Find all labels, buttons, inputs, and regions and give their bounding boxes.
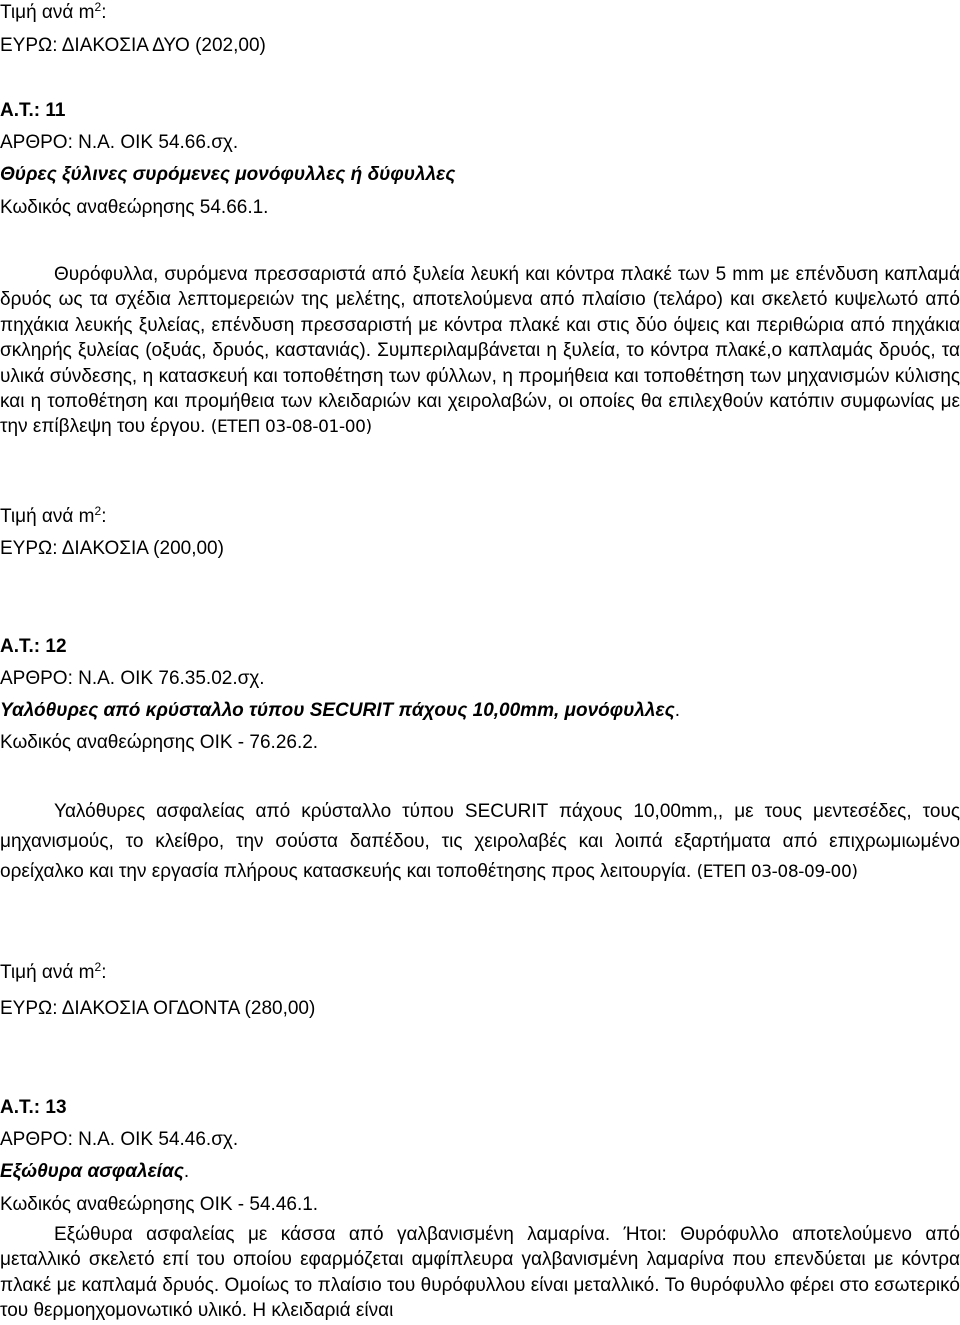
item-13-title: Εξώθυρα ασφαλείας.	[0, 1161, 190, 1182]
item-11-revision: Κωδικός αναθεώρησης 54.66.1.	[0, 197, 269, 218]
item-12-at: Α.Τ.: 12	[0, 636, 67, 657]
item-12-description: Υαλόθυρες ασφαλείας από κρύσταλλο τύπου SECURIT πάχους 10,00mm,, με τους μεντεσέδες, τους μηχανισμούς, το κλείθρο, την σούστα δαπέδου, τις χειρολαβές και λοιπά εξαρτήματα από επιχρωμιωμένο ορείχαλκο και την εργασία πλήρους κατασκευής και τοποθέτησης προς λειτουργία. (ΕΤΕΠ 03-08-09-00)	[0, 801, 960, 882]
item-12-title: Υαλόθυρες από κρύσταλλο τύπου SECURIT πάχους 10,00mm, μονόφυλλες.	[0, 700, 680, 721]
item-11-article: ΑΡΘΡΟ: Ν.Α. ΟΙΚ 54.66.σχ.	[0, 132, 239, 153]
item-12-revision: Κωδικός αναθεώρησης ΟΙΚ - 76.26.2.	[0, 732, 319, 753]
item-13-at: Α.Τ.: 13	[0, 1097, 67, 1118]
item-11-at: Α.Τ.: 11	[0, 100, 66, 121]
item-12-price-label: Τιμή ανά $m^2$:	[0, 960, 107, 983]
intro-price-value: ΕΥΡΩ: ΔΙΑΚΟΣΙΑ ΔΥΟ (202,00)	[0, 35, 266, 56]
item-12-price-value: ΕΥΡΩ: ΔΙΑΚΟΣΙΑ ΟΓΔΟΝΤΑ (280,00)	[0, 998, 316, 1019]
intro-price-label: Τιμή ανά $m^2$:	[0, 0, 107, 23]
item-11-etep: (ΕΤΕΠ 03-08-01-00)	[210, 417, 372, 438]
item-13-revision: Κωδικός αναθεώρησης ΟΙΚ - 54.46.1.	[0, 1194, 319, 1215]
item-11-price-value: ΕΥΡΩ: ΔΙΑΚΟΣΙΑ (200,00)	[0, 538, 224, 559]
item-12-article: ΑΡΘΡΟ: Ν.Α. ΟΙΚ 76.35.02.σχ.	[0, 668, 265, 689]
item-11-price-label: Τιμή ανά $m^2$:	[0, 504, 107, 527]
item-11-description: Θυρόφυλλα, συρόμενα πρεσσαριστά από ξυλεία λευκή και κόντρα πλακέ των 5 mm με επένδυση καπλαμά δρυός ως τα σχέδια λεπτομερειών της μελέτης, αποτελούμενα από πλαίσιο (τελάρο) και σκελετό κυψελωτό από πηχάκια λευκής ξυλείας, επένδυση πρεσσαριστή με κόντρα πλακέ και στις δύο όψεις και περιθώρια από πηχάκια σκληρής ξυλείας (οξυάς, δρυός, καστανιάς). Συμπεριλαμβάνεται η ξυλεία, το κόντρα πλακέ,ο καπλαμάς δρυός, τα υλικά σύνδεσης, η κατασκευή και τοποθέτηση των φύλλων, η προμήθεια και τοποθέτηση των μηχανισμών κύλισης και η τοποθέτηση και προμήθεια των κλειδαριών και χειρολαβών, οι οποίες θα επιλεχθούν κατόπιν συμφωνίας με την επίβλεψη του έργου. (ΕΤΕΠ 03-08-01-00)	[0, 264, 960, 438]
item-11-title: Θύρες ξύλινες συρόμενες μονόφυλλες ή δύφυλλες	[0, 164, 456, 185]
item-13-description: Εξώθυρα ασφαλείας με κάσσα από γαλβανισμένη λαμαρίνα. Ήτοι: Θυρόφυλλο αποτελούμενο από μεταλλικό σκελετό επί του οποίου εφαρμόζεται αμφίπλευρα γαλβανισμένη λαμαρίνα που επενδύεται με κόντρα πλακέ με καπλαμά δρυός. Ομοίως το πλαίσιο του θυρόφυλλου είναι μεταλλικό. Το θυρόφυλλο φέρει στο εσωτερικό του θερμοηχομονωτικό υλικό. Η κλειδαριά είναι	[0, 1224, 960, 1322]
item-13-article: ΑΡΘΡΟ: Ν.Α. ΟΙΚ 54.46.σχ.	[0, 1129, 239, 1150]
item-12-etep: (ΕΤΕΠ 03-08-09-00)	[696, 862, 858, 882]
